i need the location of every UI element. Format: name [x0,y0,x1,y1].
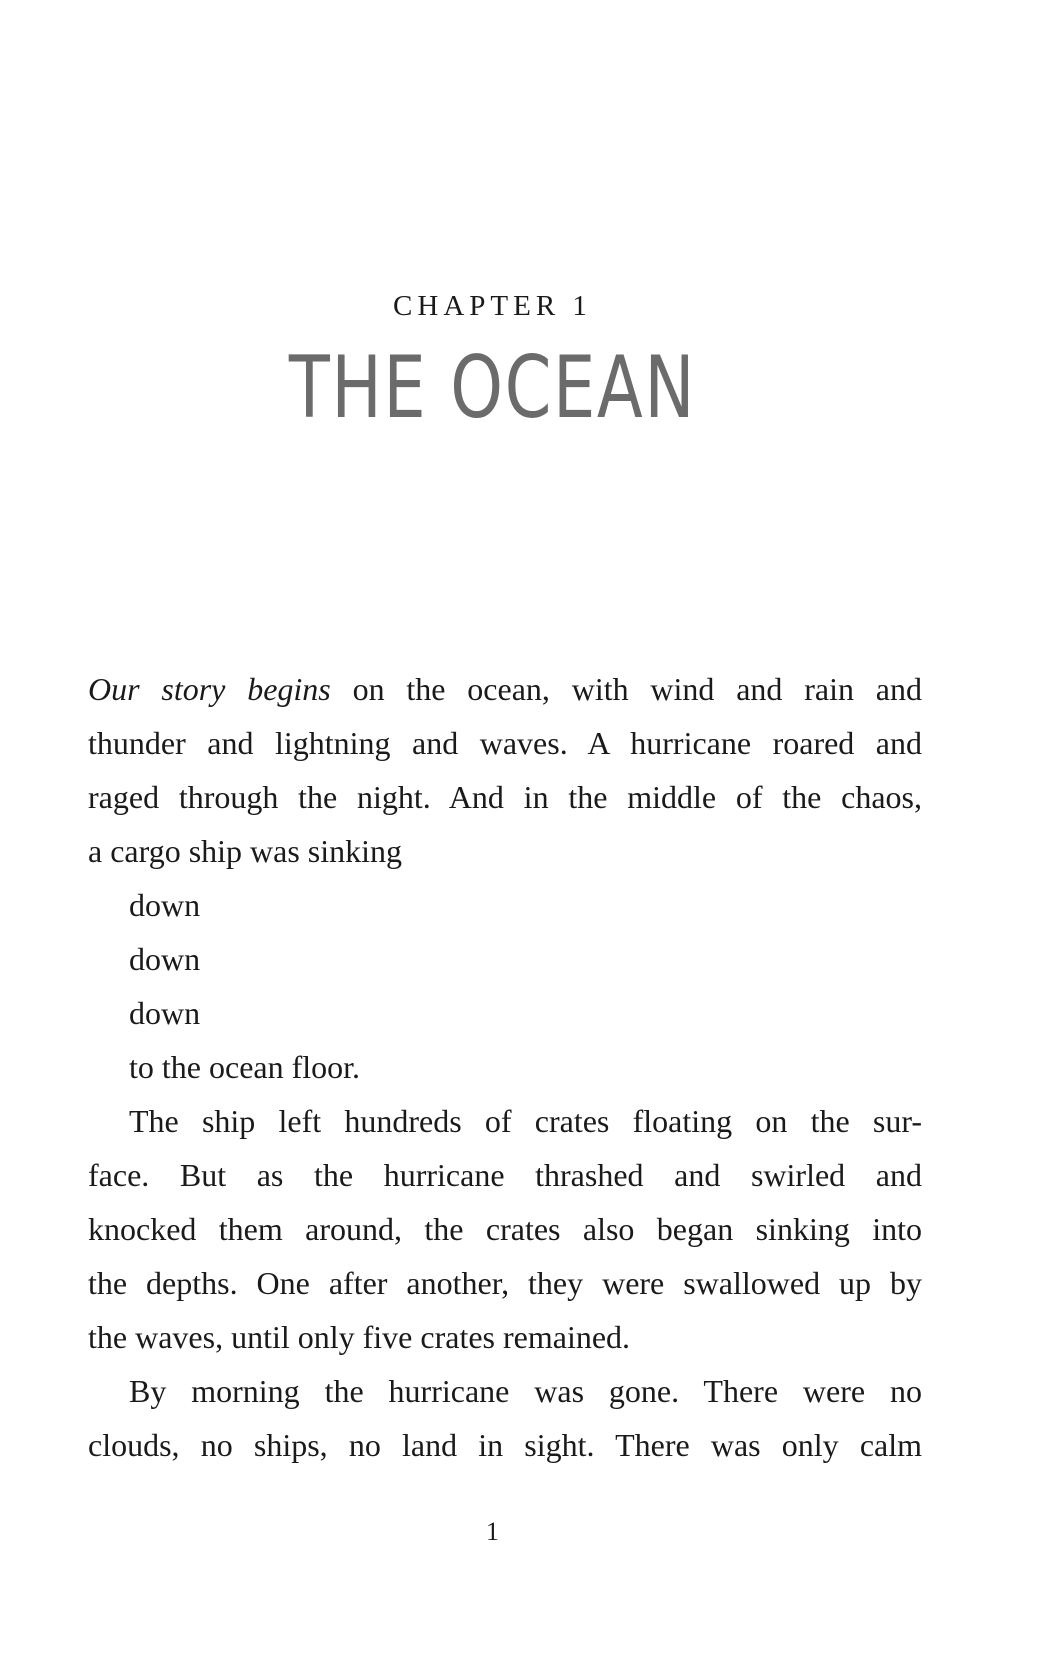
cascade-line: to the ocean floor. [129,1049,361,1085]
body-line: clouds, no ships, no land in sight. There was only calm [88,1427,922,1463]
body-text: on the ocean, with wind and rain and [330,671,923,707]
italic-lead: Our story begins [88,671,331,707]
cascade-line: down [129,887,201,923]
chapter-label: CHAPTER 1 [393,290,592,322]
body-line: the depths. One after another, they were swallowed up by [88,1265,922,1301]
body-line: By morning the hurricane was gone. There were no [129,1373,922,1409]
cascade-line: down [129,995,201,1031]
body-line: knocked them around, the crates also began sinking into [88,1211,922,1247]
body-line [88,662,922,716]
body-line: the waves, until only five crates remained. [88,1319,631,1355]
body-line: raged through the night. And in the middle of the chaos, [88,779,922,815]
body-line: thunder and lightning and waves. A hurricane roared and [88,725,922,761]
body-line: face. But as the hurricane thrashed and swirled and [88,1157,922,1193]
chapter-body [88,662,922,1472]
body-line: The ship left hundreds of crates floating on the sur- [129,1103,922,1139]
chapter-title: THE OCEAN [288,338,697,438]
body-line: a cargo ship was sinking [88,833,403,869]
page-number: 1 [486,1517,499,1546]
cascade-line: down [129,941,201,977]
